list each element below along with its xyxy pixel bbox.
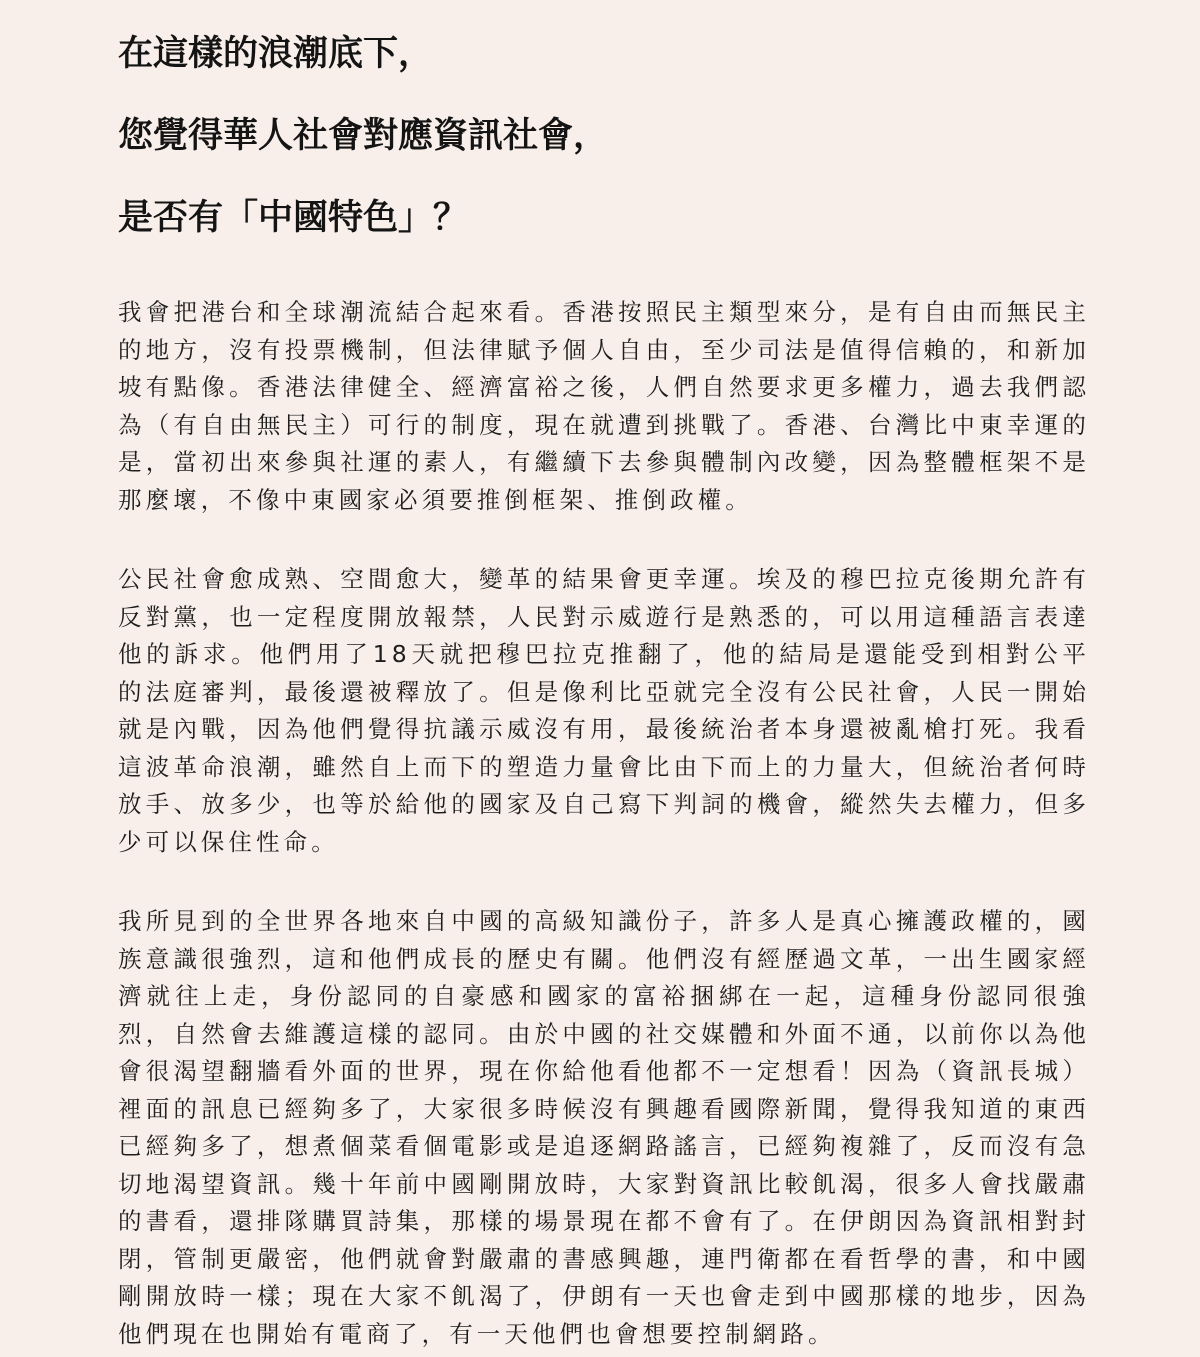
paragraph-2: 公民社會愈成熟、空間愈大，變革的結果會更幸運。埃及的穆巴拉克後期允許有反對黨，也一定程度開放報禁，人民對示威遊行是熟悉的，可以用這種語言表達他的訴求。他們用了18天就把穆巴拉克推翻了，他的結局是還能受到相對公平的法庭審判，最後還被釋放了。但是像利比亞就完全沒有公民社會，人民一開始就是內戰，因為他們覺得抗議示威沒有用，最後統治者本身還被亂槍打死。我看這波革命浪潮，雖然自上而下的塑造力量會比由下而上的力量大，但統治者何時放手、放多少，也等於給他的國家及自己寫下判詞的機會，縱然失去權力，但多少可以保住性命。	[118, 565, 1090, 856]
headline-line-1: 在這樣的浪潮底下，	[118, 33, 434, 74]
article-body	[118, 294, 1090, 1353]
paragraph-1: 我會把港台和全球潮流結合起來看。香港按照民主類型來分，是有自由而無民主的地方，沒有投票機制，但法律賦予個人自由，至少司法是值得信賴的，和新加坡有點像。香港法律健全、經濟富裕之後，人們自然要求更多權力，過去我們認為（有自由無民主）可行的制度，現在就遭到挑戰了。香港、台灣比中東幸運的是，當初出來參與社運的素人，有繼續下去參與體制內改變，因為整體框架不是那麼壞，不像中東國家必須要推倒框架、推倒政權。	[118, 298, 1090, 514]
headline	[118, 26, 1098, 246]
paragraph-3: 我所見到的全世界各地來自中國的高級知識份子，許多人是真心擁護政權的，國族意識很強烈，這和他們成長的歷史有關。他們沒有經歷過文革，一出生國家經濟就往上走，身份認同的自豪感和國家的富裕捆綁在一起，這種身份認同很強烈，自然會去維護這樣的認同。由於中國的社交媒體和外面不通，以前你以為他會很渴望翻牆看外面的世界，現在你給他看他都不一定想看！因為（資訊長城）裡面的訊息已經夠多了，大家很多時候沒有興趣看國際新聞，覺得我知道的東西已經夠多了，想煮個菜看個電影或是追逐網路謠言，已經夠複雜了，反而沒有急切地渴望資訊。幾十年前中國剛開放時，大家對資訊比較飢渴，很多人會找嚴肅的書看，還排隊購買詩集，那樣的場景現在都不會有了。在伊朗因為資訊相對封閉，管制更嚴密，他們就會對嚴肅的書感興趣，連門衛都在看哲學的書，和中國剛開放時一樣；現在大家不飢渴了，伊朗有一天也會走到中國那樣的地步，因為他們現在也開始有電商了，有一天他們也會想要控制網路。	[118, 907, 1090, 1348]
article	[118, 26, 1098, 1353]
headline-line-2: 您覺得華人社會對應資訊社會，	[118, 115, 609, 156]
headline-line-3: 是否有「中國特色」？	[118, 197, 469, 238]
